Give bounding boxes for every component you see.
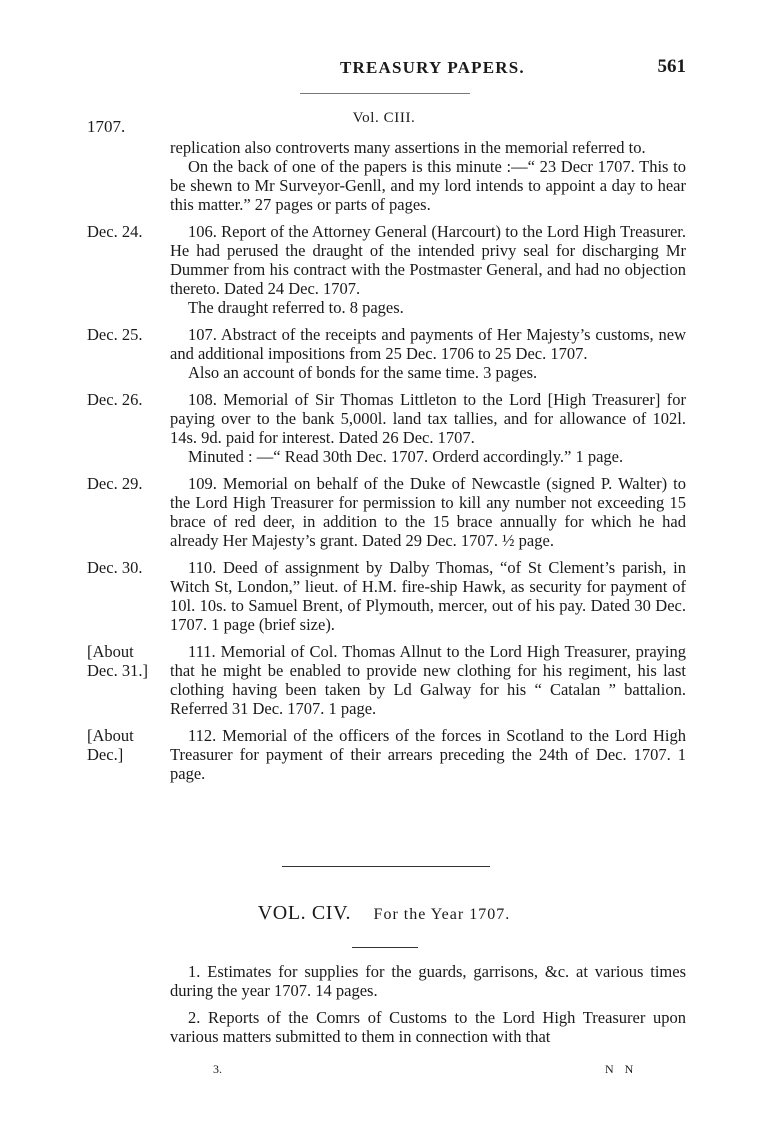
entry-106 — [0, 222, 768, 317]
entry-date: Dec. 29. — [87, 474, 143, 493]
volume-label: Vol. CIII. — [352, 110, 416, 126]
entry-107 — [0, 325, 768, 382]
signature-mark: N N — [605, 1062, 638, 1076]
page-number: 561 — [657, 56, 686, 77]
entry-date: Dec. 24. — [87, 222, 143, 241]
volume-entry: 2. Reports of the Comrs of Customs to the Lord High Treasurer upon various matters submitted to them in connection with that — [170, 1008, 686, 1046]
entry-paragraph: Also an account of bonds for the same time. 3 pages. — [188, 363, 538, 382]
page-footer — [0, 1062, 768, 1082]
entry-110 — [0, 558, 768, 634]
volume-heading — [0, 902, 768, 925]
volume-entry: 1. Estimates for supplies for the guards, garrisons, &c. at various times during the year 1707. 14 pages. — [170, 962, 686, 1000]
entry-paragraph: 111. Memorial of Col. Thomas Allnut to the Lord High Treasurer, praying that he might be enabled to provide new clothing for his regiment, his last clothing having been taken by Ld Galway for his “ Catalan ” battalion. Referred 31 Dec. 1707. 1 page. — [170, 642, 686, 718]
entry-body — [170, 390, 686, 466]
running-head — [0, 58, 768, 84]
entry-109 — [0, 474, 768, 550]
entry-paragraph: 108. Memorial of Sir Thomas Littleton to the Lord [High Treasurer] for paying over to the bank 5,000l. land tax tallies, and for allowance of 102l. 14s. 9d. paid for interest. Dated 26 Dec. 1707. — [170, 390, 686, 447]
entry-date: [About Dec. 31.] — [87, 642, 148, 680]
volume-heading-vol: VOL. CIV. — [257, 902, 352, 924]
entry-body — [170, 474, 686, 550]
entry-paragraph: 107. Abstract of the receipts and payments of Her Majesty’s customs, new and additional impositions from 25 Dec. 1706 to 25 Dec. 1707. — [170, 325, 686, 363]
entry-continuation — [0, 138, 768, 214]
entry-date: Dec. 30. — [87, 558, 143, 577]
entry-body — [170, 325, 686, 382]
entry-paragraph: 112. Memorial of the officers of the forces in Scotland to the Lord High Treasurer for payment of their arrears preceding the 24th of Dec. 1707. 1 page. — [170, 726, 686, 783]
entry-body — [170, 726, 686, 783]
entry-112 — [0, 726, 768, 783]
entry-body — [170, 642, 686, 718]
volume-entry-list — [170, 962, 686, 1054]
header-rule — [300, 93, 470, 94]
entry-date: Dec. 26. — [87, 390, 143, 409]
entry-body — [170, 222, 686, 317]
volume-heading-year: For the Year 1707. — [373, 906, 511, 923]
year-margin: 1707. — [87, 117, 126, 136]
entry-list — [0, 138, 768, 791]
entry-body — [170, 558, 686, 634]
entry-paragraph: On the back of one of the papers is this minute :—“ 23 Decr 1707. This to be shewn to Mr Surveyor-Genll, and my lord intends to appoint a day to hear this matter.” 27 pages or parts of pages. — [170, 157, 686, 214]
entry-date: Dec. 25. — [87, 325, 143, 344]
entry-108 — [0, 390, 768, 466]
entry-111 — [0, 642, 768, 718]
heading-rule — [352, 947, 418, 948]
entry-paragraph: 109. Memorial on behalf of the Duke of Newcastle (signed P. Walter) to the Lord High Treasurer for permission to kill any number not exceeding 15 brace of red deer, in addition to the 15 brace annually for which he had already Her Majesty’s grant. Dated 29 Dec. 1707. ½ page. — [170, 474, 686, 550]
entry-paragraph: Minuted : —“ Read 30th Dec. 1707. Orderd accordingly.” 1 page. — [188, 447, 624, 466]
entry-paragraph: replication also controverts many assertions in the memorial referred to. — [170, 138, 646, 157]
entry-paragraph: The draught referred to. 8 pages. — [188, 298, 404, 317]
entry-date: [About Dec.] — [87, 726, 134, 764]
signature-number: 3. — [213, 1062, 222, 1076]
section-divider — [282, 866, 490, 867]
running-title: TREASURY PAPERS. — [340, 58, 525, 77]
entry-paragraph: 110. Deed of assignment by Dalby Thomas, “of St Clement’s parish, in Witch St, London,” lieut. of H.M. fire-ship Hawk, as security for payment of 10l. 10s. to Samuel Brent, of Plymouth, mercer, out of his pay. Dated 30 Dec. 1707. 1 page (brief size). — [170, 558, 686, 634]
entry-body — [170, 138, 686, 214]
entry-paragraph: 106. Report of the Attorney General (Harcourt) to the Lord High Treasurer. He had perused the draught of the intended privy seal for discharging Mr Dummer from his contract with the Postmaster General, and had no objection thereto. Dated 24 Dec. 1707. — [170, 222, 686, 298]
